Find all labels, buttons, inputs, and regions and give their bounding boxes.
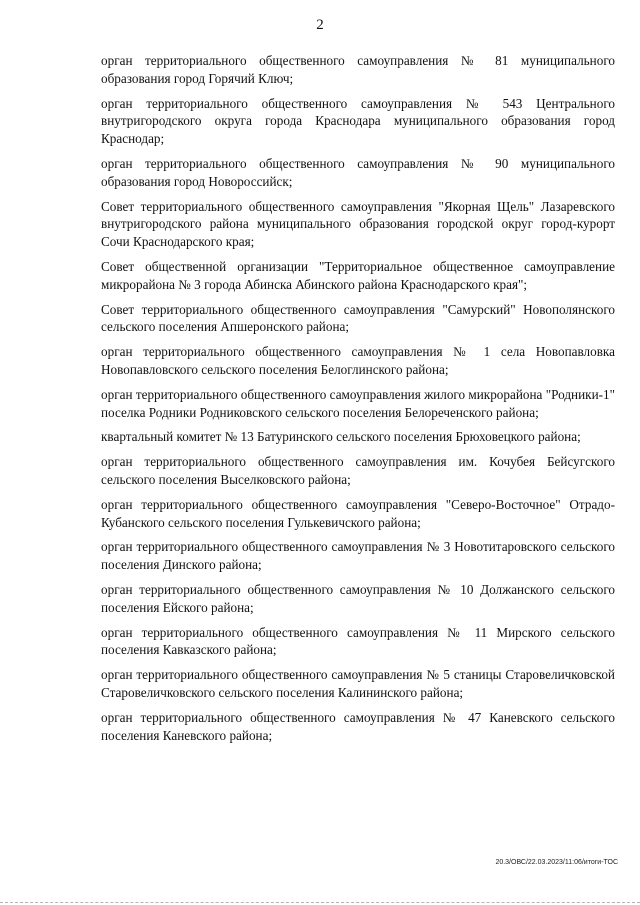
- list-item: орган территориального общественного самоуправления им. Кочубея Бейсугского сельского поселения Выселковского района;: [101, 454, 615, 487]
- list-item: орган территориального общественного самоуправления "Северо-Восточное" Отрадо-Кубанского сельского поселения Гулькевичского района;: [101, 496, 615, 530]
- list-item: орган территориального общественного самоуправления № 11 Мирского сельского поселения Кавказского района;: [101, 624, 615, 658]
- list-item: орган территориального общественного самоуправления жилого микрорайона "Родники-1" поселка Родники Родниковского сельского поселения Белореченского района;: [101, 386, 615, 420]
- page-bottom-divider: [0, 902, 640, 903]
- list-item: Совет общественной организации "Территориальное общественное самоуправление микрорайона № 3 города Абинска Абинского района Краснодарского края";: [101, 258, 615, 292]
- list-item: Совет территориального общественного самоуправления "Якорная Щель" Лазаревского внутригородского района муниципального образования городской округ город-курорт Сочи Краснодарского края;: [101, 198, 615, 250]
- list-item: орган территориального общественного самоуправления № 1 села Новопавловка Новопавловского сельского поселения Белоглинского района;: [101, 344, 615, 377]
- list-item: орган территориального общественного самоуправления № 90 муниципального образования город Новороссийск;: [101, 155, 615, 189]
- list-item: орган территориального общественного самоуправления № 81 муниципального образования город Горячий Ключ;: [101, 53, 615, 86]
- list-item: Совет территориального общественного самоуправления "Самурский" Новополянского сельского поселения Апшеронского района;: [101, 301, 615, 335]
- organization-list: [101, 52, 615, 751]
- document-code: 20.3/ОВС/22.03.2023/11:06/итоги-ТОС: [495, 859, 618, 866]
- list-item: квартальный комитет № 13 Батуринского сельского поселения Брюховецкого района;: [101, 429, 581, 445]
- list-item: орган территориального общественного самоуправления № 543 Центрального внутригородского округа города Краснодара муниципального образования город Краснодар;: [101, 95, 615, 147]
- list-item: орган территориального общественного самоуправления № 10 Должанского сельского поселения Ейского района;: [101, 581, 615, 615]
- list-item: орган территориального общественного самоуправления № 3 Новотитаровского сельского поселения Динского района;: [101, 539, 615, 573]
- list-item: орган территориального общественного самоуправления № 5 станицы Старовеличковской Старовеличковского сельского поселения Калининского района;: [101, 667, 615, 700]
- list-item: орган территориального общественного самоуправления № 47 Каневского сельского поселения Каневского района;: [101, 709, 615, 743]
- page-number: 2: [316, 17, 324, 33]
